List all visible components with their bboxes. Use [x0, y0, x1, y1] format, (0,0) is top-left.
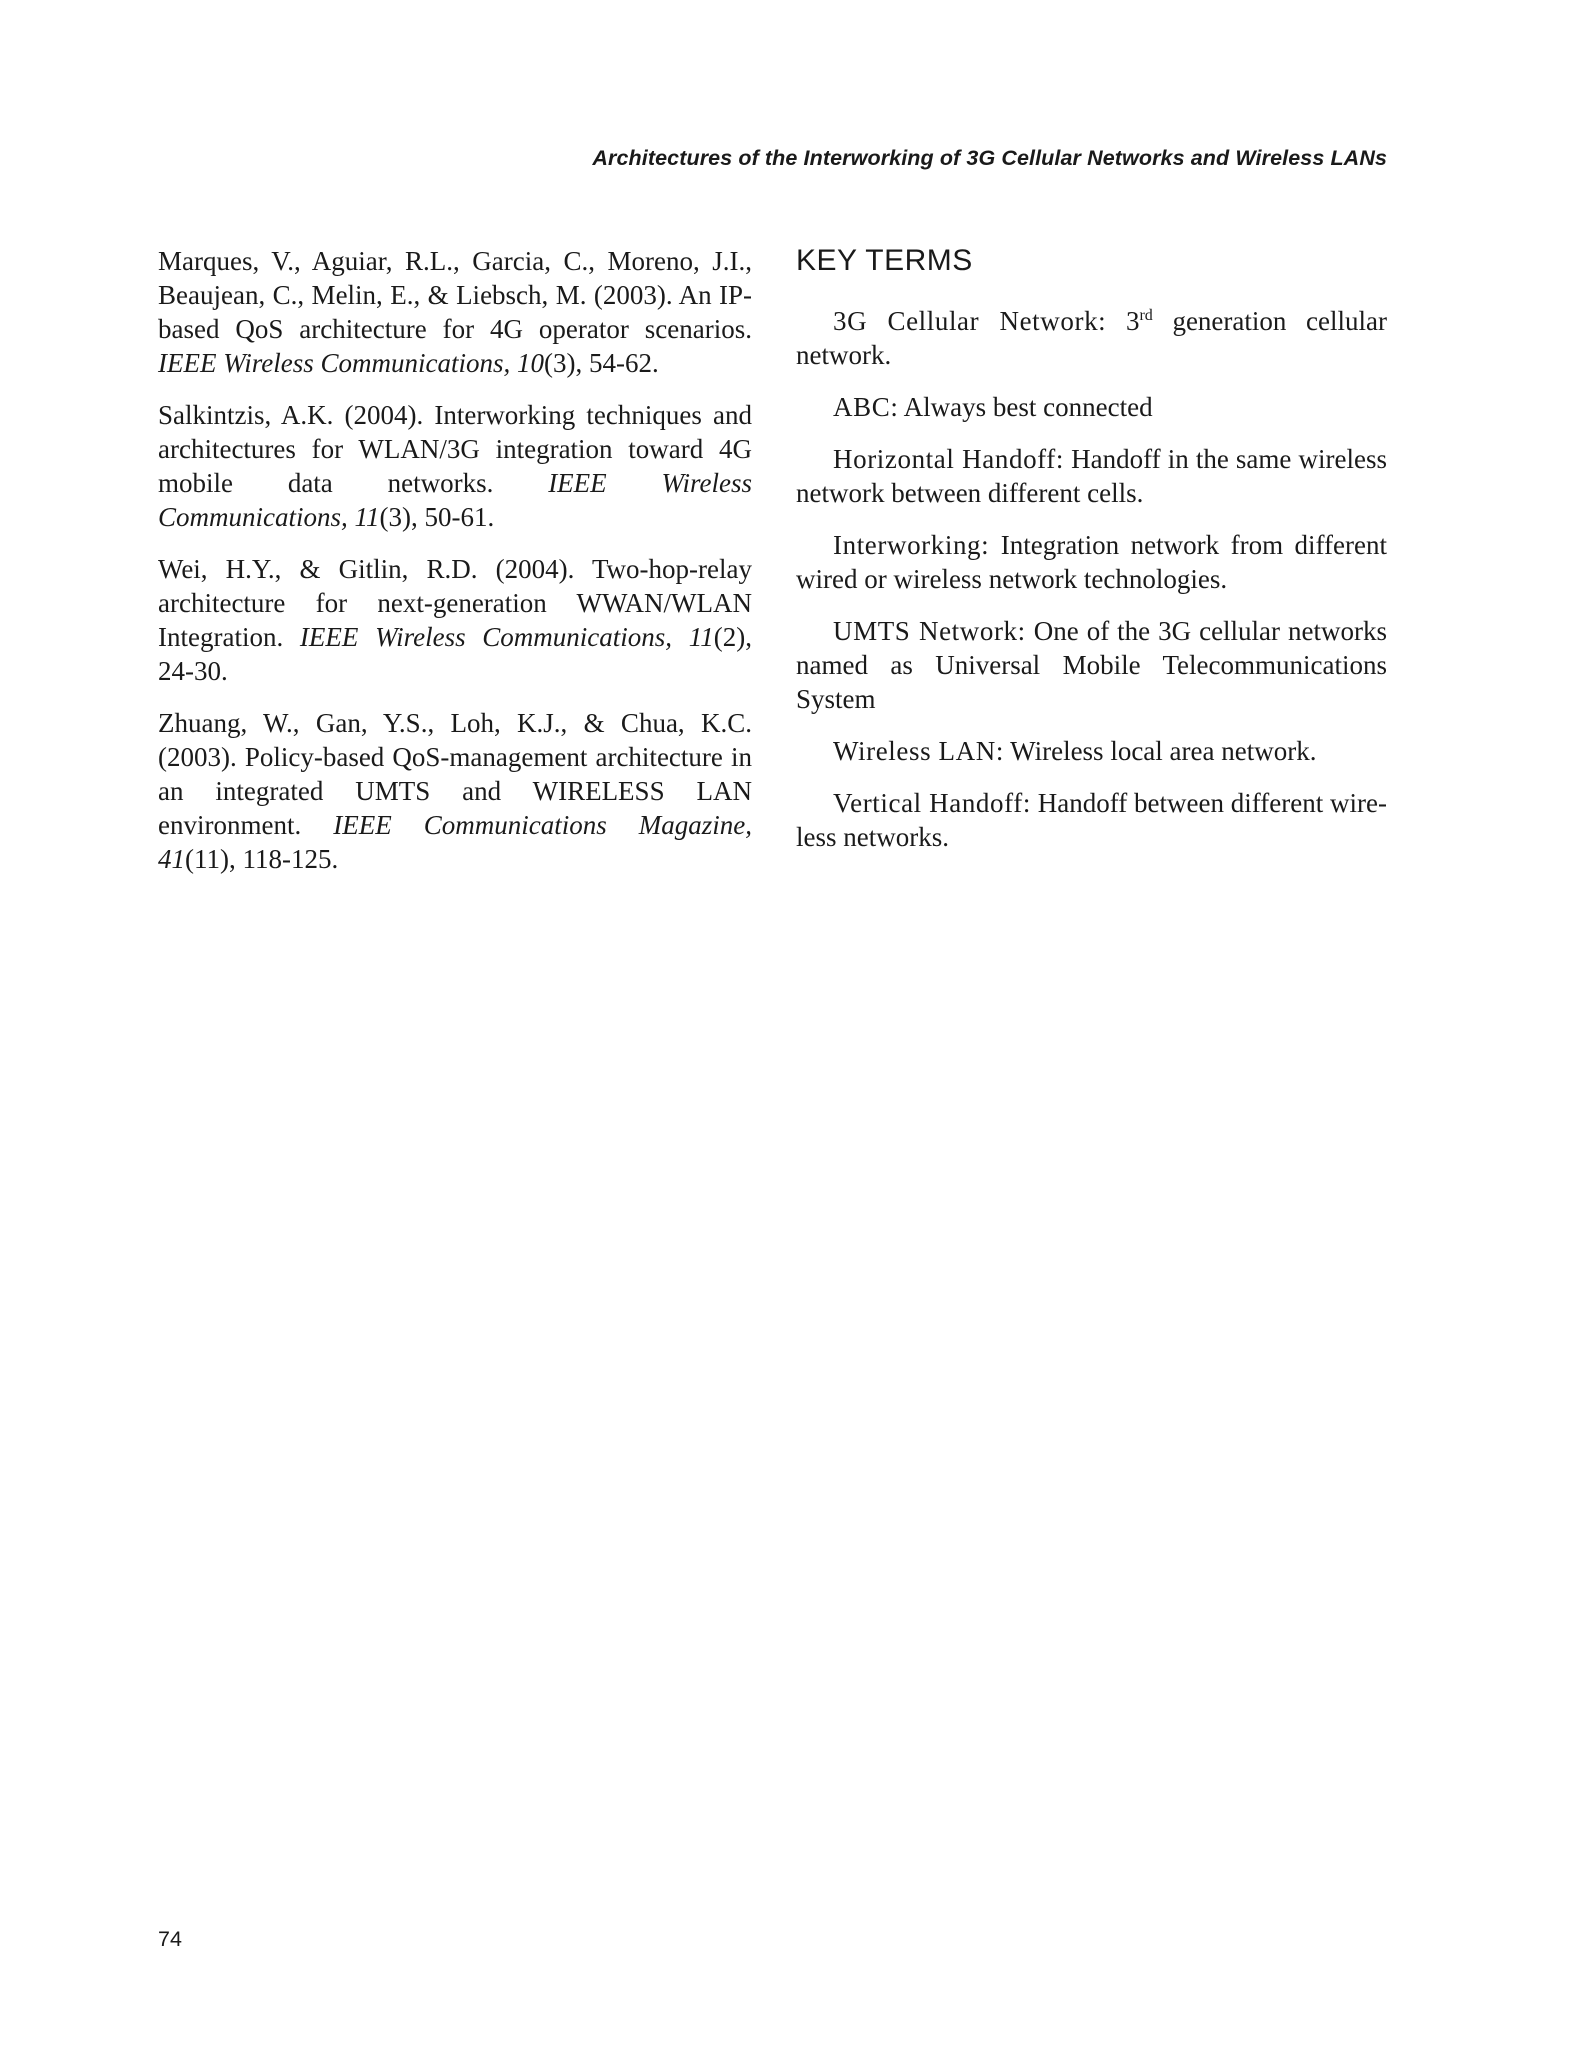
key-term-definition: Handoff in the same wireless network between different cells. — [796, 444, 1387, 508]
reference-lead: Wei, H.Y., & Gitlin, R.D. (2004). Two-hop-relay architecture for next-generation WWAN/WLAN Integration. — [158, 554, 752, 652]
key-term — [796, 528, 1387, 596]
references-column — [158, 244, 752, 894]
key-term — [796, 442, 1387, 510]
running-head: Architectures of the Interworking of 3G Cellular Networks and Wireless LANs — [592, 146, 1387, 170]
key-term — [796, 734, 1387, 768]
key-term — [796, 390, 1387, 424]
key-terms-column — [796, 244, 1387, 872]
key-terms-heading: KEY TERMS — [796, 244, 973, 277]
reference-entry — [158, 706, 752, 876]
key-term-definition: Handoff between different wireless networks. — [796, 788, 1387, 852]
key-term-definition: 3 — [1106, 306, 1140, 336]
reference-tail: (3), 54-62. — [543, 348, 659, 378]
key-term — [796, 786, 1387, 854]
reference-tail: (11), 118-125. — [185, 844, 339, 874]
key-term-name: Vertical Handoff: — [833, 788, 1031, 818]
reference-lead: Marques, V., Aguiar, R.L., Garcia, C., Moreno, J.I., Beaujean, C., Melin, E., & Liebsch, M. (2003). An IP-based QoS architecture for 4G operator scenarios. — [158, 246, 752, 344]
reference-entry — [158, 552, 752, 688]
reference-journal: IEEE Communications Magazine, 41 — [158, 810, 752, 874]
reference-journal: IEEE Wireless Communications, 10 — [158, 348, 544, 378]
key-term-definition-cont: generation cellular network. — [796, 306, 1387, 370]
reference-entry — [158, 244, 752, 380]
key-term-name: Wireless LAN: — [833, 736, 1004, 766]
key-term-name: 3G Cellular Network: — [833, 306, 1107, 336]
key-term — [796, 614, 1387, 716]
reference-lead: Zhuang, W., Gan, Y.S., Loh, K.J., & Chua, K.C. (2003). Policy-based QoS-management architecture in an integrated UMTS and WIRELESS LAN environment. — [158, 708, 752, 840]
key-term-superscript: rd — [1139, 307, 1153, 324]
reference-entry — [158, 398, 752, 534]
key-term — [796, 304, 1387, 372]
key-term-definition: Always best connected — [898, 392, 1153, 422]
reference-tail: (3), 50-61. — [379, 502, 495, 532]
key-term-definition: Wireless local area network. — [1003, 736, 1317, 766]
key-term-name: UMTS Network: — [833, 616, 1026, 646]
reference-journal: IEEE Wireless Communications, 11 — [158, 468, 752, 532]
reference-tail: (2), 24-30. — [158, 622, 752, 686]
key-term-name: ABC: — [833, 392, 899, 422]
key-term-definition: One of the 3G cellular networks named as Universal Mobile Telecommunications System — [796, 616, 1387, 714]
key-term-name: Horizontal Handoff: — [833, 444, 1064, 474]
key-term-definition: Integration network from different wired or wireless network technologies. — [796, 530, 1387, 594]
reference-lead: Salkintzis, A.K. (2004). Interworking techniques and architectures for WLAN/3G integration toward 4G mobile data networks. — [158, 400, 752, 498]
reference-journal: IEEE Wireless Communications, 11 — [299, 622, 714, 652]
key-term-name: Interworking: — [833, 530, 990, 560]
page-number: 74 — [158, 1927, 182, 1951]
